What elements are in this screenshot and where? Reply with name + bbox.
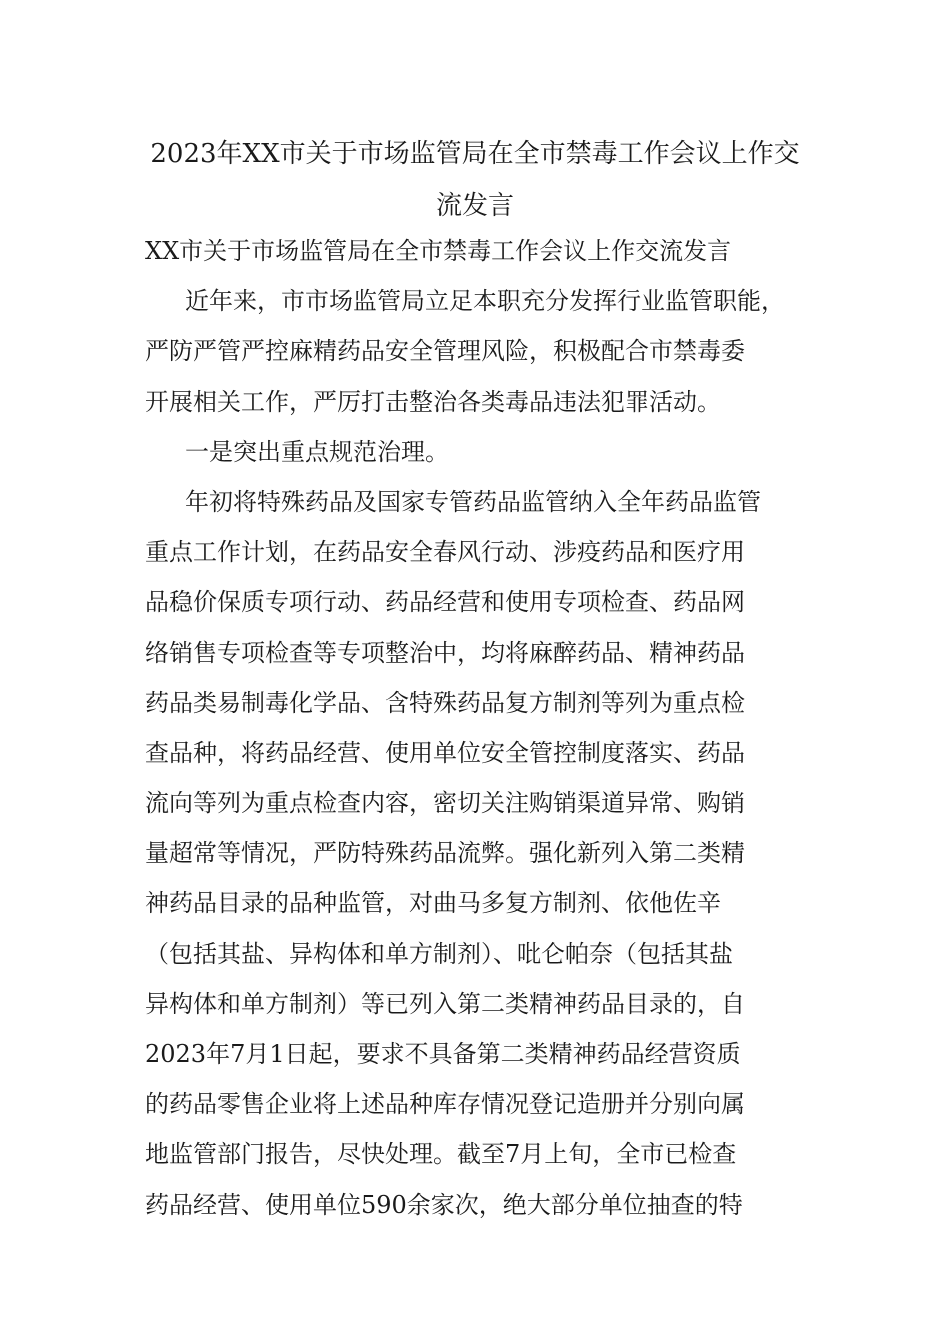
paragraph-line: 重点工作计划，在药品安全春风行动、涉疫药品和医疗用 bbox=[145, 538, 745, 567]
title-line-1: 2023年XX市关于市场监管局在全市禁毒工作会议上作交 bbox=[150, 139, 800, 169]
paragraph-line: 药品经营、使用单位590余家次，绝大部分单位抽查的特 bbox=[145, 1190, 743, 1219]
paragraph-line: 2023年7月1日起，要求不具备第二类精神药品经营资质 bbox=[145, 1040, 741, 1068]
title-line-2: 流发言 bbox=[435, 191, 514, 221]
document-title bbox=[130, 128, 820, 232]
paragraph-line: 地监管部门报告，尽快处理。截至7月上旬，全市已检查 bbox=[145, 1140, 737, 1169]
paragraph-line: （包括其盐、异构体和单方制剂）、吡仑帕奈（包括其盐 bbox=[145, 939, 733, 968]
paragraph-line: 年初将特殊药品及国家专管药品监管纳入全年药品监管 bbox=[185, 487, 761, 516]
section-heading: 一是突出重点规范治理。 bbox=[185, 437, 449, 466]
paragraph-line: 品稳价保质专项行动、药品经营和使用专项检查、药品网 bbox=[145, 588, 745, 617]
paragraph-line: 络销售专项检查等专项整治中，均将麻醉药品、精神药品 bbox=[145, 638, 745, 667]
paragraph-line: 药品类易制毒化学品、含特殊药品复方制剂等列为重点检 bbox=[145, 688, 745, 717]
document-body bbox=[145, 226, 815, 1230]
paragraph-line: 神药品目录的品种监管，对曲马多复方制剂、依他佐辛 bbox=[145, 889, 721, 918]
paragraph-line: 查品种，将药品经营、使用单位安全管控制度落实、药品 bbox=[145, 738, 745, 767]
paragraph-line: 量超常等情况，严防特殊药品流弊。强化新列入第二类精 bbox=[145, 839, 745, 868]
document-subtitle: XX市关于市场监管局在全市禁毒工作会议上作交流发言 bbox=[145, 237, 732, 265]
paragraph-line: 严防严管严控麻精药品安全管理风险，积极配合市禁毒委 bbox=[145, 337, 745, 366]
paragraph-line: 流向等列为重点检查内容，密切关注购销渠道异常、购销 bbox=[145, 789, 745, 818]
paragraph-line: 近年来，市市场监管局立足本职充分发挥行业监管职能， bbox=[185, 287, 785, 316]
paragraph-line: 的药品零售企业将上述品种库存情况登记造册并分别向属 bbox=[145, 1090, 745, 1119]
paragraph-line: 开展相关工作，严厉打击整治各类毒品违法犯罪活动。 bbox=[145, 387, 721, 416]
paragraph-line: 异构体和单方制剂）等已列入第二类精神药品目录的，自 bbox=[145, 989, 745, 1018]
